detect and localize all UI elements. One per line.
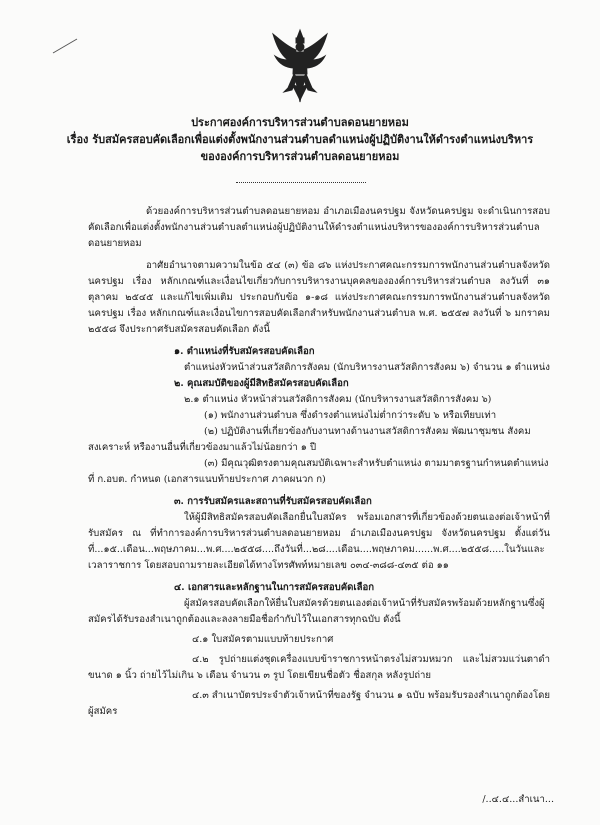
intro-paragraph: ด้วยองค์การบริหารส่วนตำบลดอนยายหอม อำเภอเมืองนครปฐม จังหวัดนครปฐม จะดำเนินการสอบคัดเลือกเพื่อแต่งตั้งพนักงานส่วนตำบลตำแหน่งผู้ปฏิบัติงานให้ดำรงตำแหน่งบริหารขององค์การบริหารส่วนตำบลดอนยายหอม: [88, 206, 550, 249]
section-2-item-1: ๒.๑ ตำแหน่ง หัวหน้าส่วนสวัสดิการสังคม (นักบริหารงานสวัสดิการสังคม ๖): [184, 394, 492, 405]
title-line-1: ประกาศองค์การบริหารส่วนตำบลดอนยายหอม: [191, 116, 409, 129]
section-2-sub-3a: (๓) มีคุณวุฒิตรงตามคุณสมบัติเฉพาะสำหรับตำแหน่ง ตามมาตรฐานกำหนดตำแหน่ง: [204, 458, 549, 469]
title-line-2: เรื่อง รับสมัครสอบคัดเลือกเพื่อแต่งตั้งพนักงานส่วนตำบลดำแหน่งผู้ปฏิบัติงานให้ดำรงตำแหน่งบริหาร: [66, 133, 534, 146]
announcement-body: [88, 204, 550, 720]
section-2-sub-2b: สงเคราะห์ หรืองานอื่นที่เกี่ยวข้องมาแล้วไม่น้อยกว่า ๑ ปี: [88, 442, 317, 453]
section-3-text: ให้ผู้มีสิทธิสมัครสอบคัดเลือกยื่นใบสมัคร พร้อมเอกสารที่เกี่ยวข้องด้วยตนเองต่อเจ้าหน้าที่รับสมัคร ณ ที่ทำการองค์การบริหารส่วนตำบลดอนยายหอม อำเภอเมืองนครปฐม จังหวัดนครปฐม ตั้งแต่วันที่...๑๕..เดือน...พฤษภาคม...พ.ศ....๒๕๕๘....ถึงวันที่...๒๘....เดือน....พฤษภาคม......พ.ศ....๒๕๕๘.....ในวันและเวลาราชการ โดยสอบถามรายละเอียดได้ทางโทรศัพท์หมายเลข ๐๓๔-๓๘๘-๔๓๕ ต่อ ๑๑: [88, 512, 550, 571]
section-4-item-2: ๔.๒ รูปถ่ายแต่งชุดเครื่องแบบข้าราชการหน้าตรงไม่สวมหมวก และไม่สวมแว่นตาดำ ขนาด ๑ นิ้ว ถ่ายไว้ไม่เกิน ๖ เดือน จำนวน ๓ รูป โดยเขียนชื่อตัว ชื่อสกุล หลังรูปถ่าย: [88, 654, 550, 681]
title-line-3: ขององค์การบริหารส่วนตำบลดอนยายหอม: [200, 150, 400, 163]
garuda-emblem-icon: [270, 28, 330, 104]
section-1-heading: ๑. ตำแหน่งที่รับสมัครสอบคัดเลือก: [174, 346, 315, 357]
section-4-heading: ๔. เอกสารและหลักฐานในการสมัครสอบคัดเลือก: [174, 582, 375, 593]
page-continuation: /..๔.๔...สำเนา...: [482, 794, 554, 805]
section-2-sub-1: (๑) พนักงานส่วนตำบล ซึ่งดำรงตำแหน่งไม่ต่ำกว่าระดับ ๖ หรือเทียบเท่า: [204, 410, 497, 421]
section-3-heading: ๓. การรับสมัครและสถานที่รับสมัครสอบคัดเลือก: [174, 496, 372, 507]
section-4-item-3: ๔.๓ สำเนาบัตรประจำตัวเจ้าหน้าที่ของรัฐ จำนวน ๑ ฉบับ พร้อมรับรองสำเนาถูกต้องโดยผู้สมัคร: [88, 690, 550, 717]
section-2-heading: ๒. คุณสมบัติของผู้มีสิทธิสมัครสอบคัดเลือก: [174, 378, 349, 389]
section-4-intro: ผู้สมัครสอบคัดเลือกให้ยื่นใบสมัครด้วยตนเองต่อเจ้าหน้าที่รับสมัครพร้อมด้วยหลักฐานซึ่งผู้สมัครได้รับรองสำเนาถูกต้องและลงลายมือชื่อกำกับไว้ในเอกสารทุกฉบับ ดังนี้: [88, 598, 545, 625]
title-dotted-separator: [236, 182, 366, 183]
pen-stroke-mark: [52, 38, 78, 54]
section-4-item-1: ๔.๑ ใบสมัครตามแบบท้ายประกาศ: [192, 634, 334, 645]
section-1-text: ตำแหน่งหัวหน้าส่วนสวัสดิการสังคม (นักบริหารงานสวัสดิการสังคม ๖) จำนวน ๑ ตำแหน่ง: [184, 362, 550, 373]
authority-paragraph: อาศัยอำนาจตามความในข้อ ๕๔ (๓) ข้อ ๘๖ แห่งประกาศคณะกรรมการพนักงานส่วนตำบลจังหวัดนครปฐม เรื่อง หลักเกณฑ์และเงื่อนไขเกี่ยวกับการบริหารงานบุคคลขององค์การบริหารส่วนตำบล ลงวันที่ ๓๑ ตุลาคม ๒๕๔๕ และแก้ไขเพิ่มเติม ประกอบกับข้อ ๑-๑๘ แห่งประกาศคณะกรรมการพนักงานส่วนตำบลจังหวัดนครปฐม เรื่อง หลักเกณฑ์และเงื่อนไขการสอบคัดเลือกสำหรับพนักงานส่วนตำบล พ.ศ. ๒๕๕๗ ลงวันที่ ๖ มกราคม ๒๕๕๘ จึงประกาศรับสมัครสอบคัดเลือก ดังนี้: [88, 260, 550, 335]
section-2-sub-2a: (๒) ปฏิบัติงานที่เกี่ยวข้องกับงานทางด้านงานสวัสดิการสังคม พัฒนาชุมชน สังคม: [204, 426, 531, 437]
section-2-sub-3b: ที่ ก.อบต. กำหนด (เอกสารแนบท้ายประกาศ ภาคผนวก ก): [88, 474, 326, 485]
announcement-title: [60, 114, 540, 165]
